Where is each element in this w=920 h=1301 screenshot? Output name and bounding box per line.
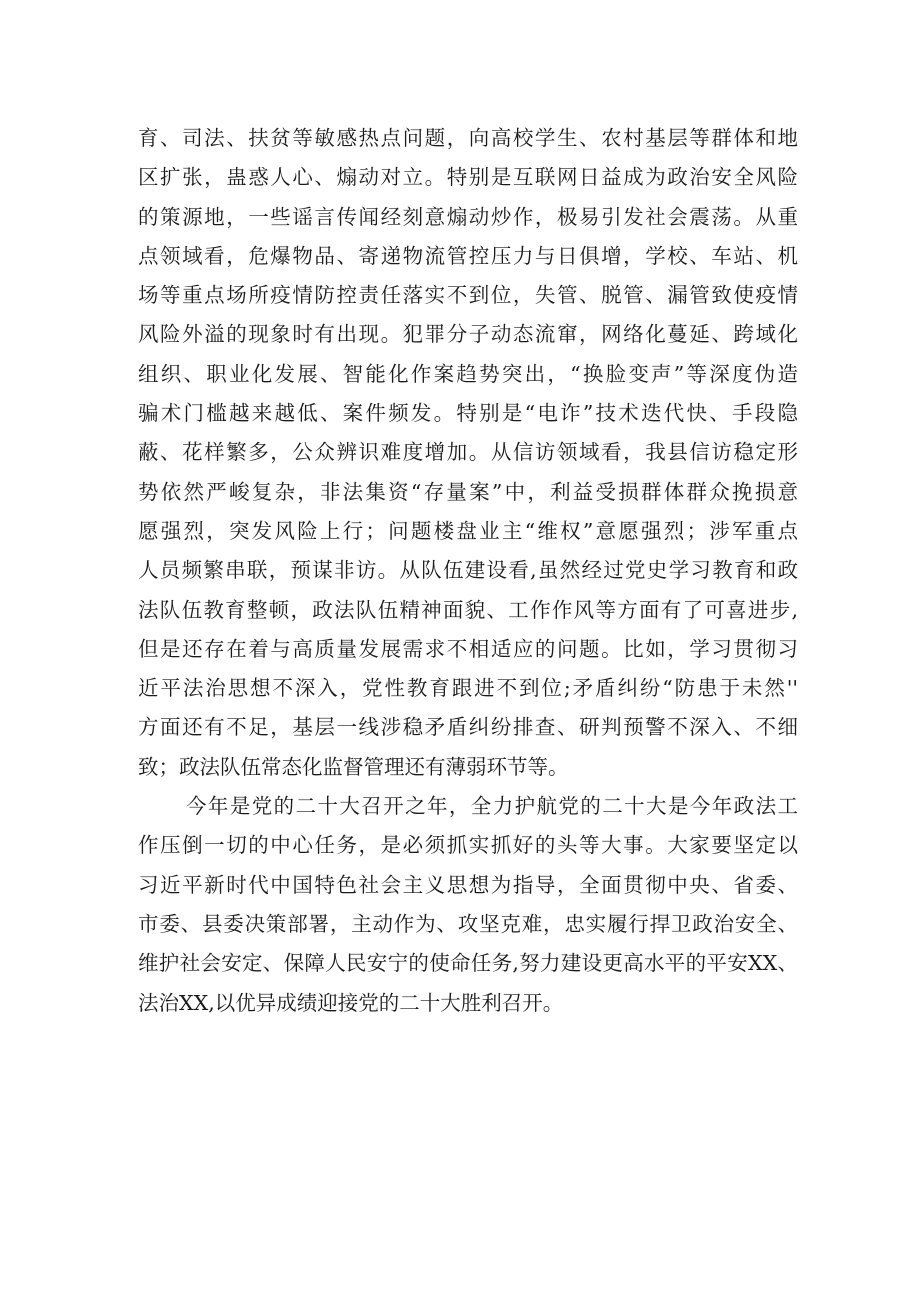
paragraph-line: 今年是党的二十大召开之年，全力护航党的二十大是今年政法工 <box>186 794 798 819</box>
paragraph-line: 法治XX,以优异成绩迎接党的二十大胜利召开。 <box>138 990 564 1015</box>
paragraph-line: 习近平新时代中国特色社会主义思想为指导，全面贯彻中央、省委、 <box>138 872 798 897</box>
paragraph-line: 组织、职业化发展、智能化作案趋势突出，“换脸变声”等深度伪造 <box>138 361 798 386</box>
paragraph-line: 但是还存在着与高质量发展需求不相适应的问题。比如，学习贯彻习 <box>138 636 798 661</box>
paragraph-2 <box>138 787 798 1023</box>
paragraph-line: 势依然严峻复杂，非法集资“存量案”中，利益受损群体群众挽损意 <box>138 479 798 504</box>
paragraph-line: 蔽、花样繁多，公众辨识难度增加。从信访领域看，我县信访稳定形 <box>138 440 798 465</box>
paragraph-line: 致；政法队伍常态化监督管理还有薄弱环节等。 <box>138 754 569 779</box>
paragraph-line: 人员频繁串联，预谋非访。从队伍建设看,虽然经过党史学习教育和政 <box>138 558 798 583</box>
paragraph-line: 市委、县委决策部署，主动作为、攻坚克难，忠实履行捍卫政治安全、 <box>138 911 798 936</box>
paragraph-line: 区扩张，蛊惑人心、煽动对立。特别是互联网日益成为政治安全风险 <box>138 165 798 190</box>
paragraph-line: 愿强烈，突发风险上行；问题楼盘业主“维权”意愿强烈；涉军重点 <box>138 518 798 543</box>
paragraph-line: 近平法治思想不深入，党性教育跟进不到位;矛盾纠纷“防患于未然'' <box>138 676 798 701</box>
paragraph-line: 风险外溢的现象时有出现。犯罪分子动态流窜，网络化蔓延、跨域化 <box>138 322 798 347</box>
paragraph-line: 点领域看，危爆物品、寄递物流管控压力与日俱增，学校、车站、机 <box>138 243 798 268</box>
paragraph-line: 育、司法、扶贫等敏感热点问题，向高校学生、农村基层等群体和地 <box>138 126 798 150</box>
paragraph-line: 场等重点场所疫情防控责任落实不到位，失管、脱管、漏管致使疫情 <box>138 283 798 308</box>
paragraph-line: 骗术门槛越来越低、案件频发。特别是“电诈”技术迭代快、手段隐 <box>138 401 798 426</box>
paragraph-line: 法队伍教育整顿，政法队伍精神面貌、工作作风等方面有了可喜进步, <box>138 597 798 622</box>
paragraph-line: 方面还有不足，基层一线涉稳矛盾纠纷排查、研判预警不深入、不细 <box>138 715 798 740</box>
paragraph-line: 维护社会安定、保障人民安宁的使命任务,努力建设更高水平的平安XX、 <box>138 951 798 976</box>
paragraph-1 <box>138 119 798 787</box>
paragraph-line: 作压倒一切的中心任务，是必须抓实抓好的头等大事。大家要坚定以 <box>138 833 798 858</box>
paragraph-line: 的策源地，一些谣言传闻经刻意煽动炒作，极易引发社会震荡。从重 <box>138 204 798 229</box>
body-text <box>138 119 798 1023</box>
